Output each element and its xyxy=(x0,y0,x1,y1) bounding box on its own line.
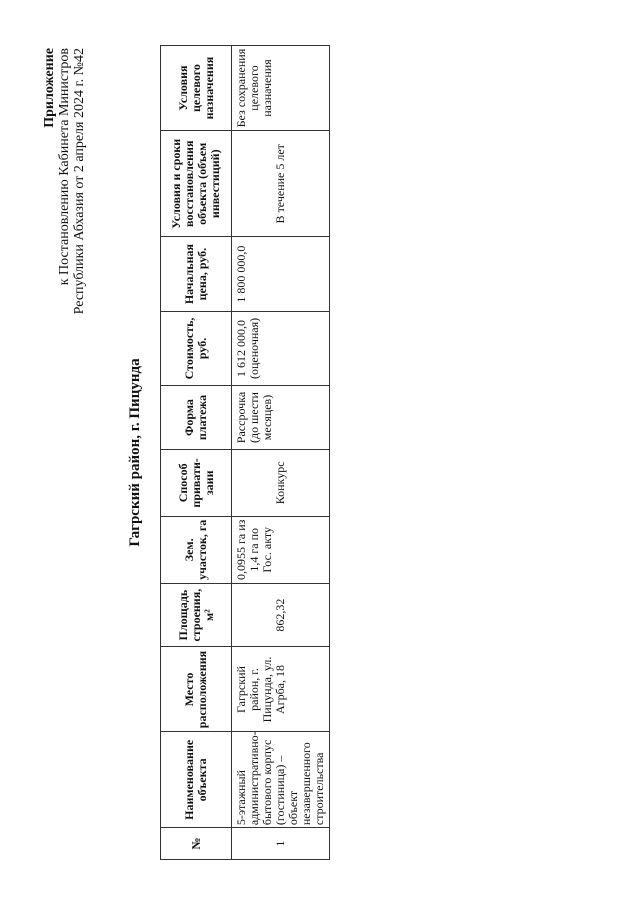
col-header-restoration: Условия и сроки восстановления объекта (объем инвестиций) xyxy=(161,131,232,237)
cell-location: Гагрский район, г. Пицунда, ул. Агрба, 18 xyxy=(232,647,330,732)
col-header-land: Зем. участок, га xyxy=(161,516,232,583)
table-header-row xyxy=(161,46,232,860)
col-header-purpose: Условия целевого назначения xyxy=(161,46,232,131)
cell-land: 0,0955 га из 1,4 га по Гос. акту xyxy=(232,516,330,583)
cell-payment: Рассрочка (до шести месяцев) xyxy=(232,386,330,450)
col-header-payment: Форма платежа xyxy=(161,386,232,450)
col-header-method: Способ привати-заии xyxy=(161,449,232,516)
header-line-1: к Постановлению Кабинета Министров xyxy=(57,48,72,286)
cell-name: 5-этажный административно-бытового корпус (гостиница) – объект незавершенного строительства xyxy=(232,732,330,828)
col-header-name: Наименование объекта xyxy=(161,732,232,828)
cell-restoration: В течение 5 лет xyxy=(232,131,330,237)
col-header-start-price: Начальная цена, руб. xyxy=(161,237,232,311)
cell-area: 862,32 xyxy=(232,583,330,647)
col-header-num: № xyxy=(161,828,232,860)
col-header-area: Площадь строения, м² xyxy=(161,583,232,647)
cell-purpose: Без сохранения целевого назначения xyxy=(232,46,330,131)
header-line-2: Республики Абхазия от 2 апреля 2024 г. №42 xyxy=(72,48,87,315)
header-title: Приложение xyxy=(42,48,57,128)
cell-num: 1 xyxy=(232,828,330,860)
col-header-cost: Стоимость, руб. xyxy=(161,311,232,385)
section-title: Гагрский район, г. Пицунда xyxy=(127,358,143,547)
cell-method: Конкурс xyxy=(232,449,330,516)
cell-start-price: 1 800 000,0 xyxy=(232,237,330,311)
col-header-location: Место расположения xyxy=(161,647,232,732)
table-row xyxy=(232,46,330,860)
property-table xyxy=(160,45,330,860)
cell-cost: 1 612 000,0 (оценочная) xyxy=(232,311,330,385)
document-header xyxy=(42,48,87,378)
